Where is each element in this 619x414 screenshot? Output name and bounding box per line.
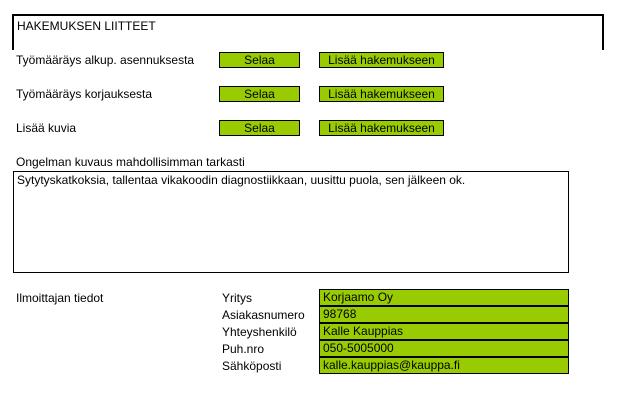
reporter-info-title: Ilmoittajan tiedot — [16, 291, 104, 305]
company-label: Yritys — [222, 291, 252, 305]
description-textarea[interactable]: Sytytyskatkoksia, tallentaa vikakoodin diagnostiikkaan, uusittu puola, sen jälkeen ok. — [13, 171, 569, 273]
attachments-header — [12, 14, 604, 50]
customer-number-label: Asiakasnumero — [222, 308, 305, 322]
attachment-label-add-images: Lisää kuvia — [16, 121, 77, 135]
contact-person-field[interactable]: Kalle Kauppias — [319, 323, 569, 340]
browse-button-original-order[interactable]: Selaa — [219, 52, 300, 68]
phone-label: Puh.nro — [222, 342, 265, 356]
contact-person-label: Yhteyshenkilö — [222, 325, 297, 339]
add-to-application-button-images[interactable]: Lisää hakemukseen — [319, 120, 444, 136]
customer-number-field[interactable]: 98768 — [319, 306, 569, 323]
description-label: Ongelman kuvaus mahdollisimman tarkasti — [16, 155, 245, 169]
email-field[interactable]: kalle.kauppias@kauppa.fi — [319, 357, 569, 374]
attachment-label-original-order: Työmääräys alkup. asennuksesta — [16, 53, 195, 67]
email-label: Sähköposti — [222, 359, 282, 373]
company-field[interactable]: Korjaamo Oy — [319, 289, 569, 306]
add-to-application-button-original-order[interactable]: Lisää hakemukseen — [319, 52, 444, 68]
browse-button-images[interactable]: Selaa — [219, 120, 300, 136]
phone-field[interactable]: 050-5005000 — [319, 340, 569, 357]
browse-button-repair-order[interactable]: Selaa — [219, 86, 300, 102]
page-title: HAKEMUKSEN LIITTEET — [17, 19, 156, 33]
add-to-application-button-repair-order[interactable]: Lisää hakemukseen — [319, 86, 444, 102]
attachment-label-repair-order: Työmääräys korjauksesta — [16, 87, 153, 101]
